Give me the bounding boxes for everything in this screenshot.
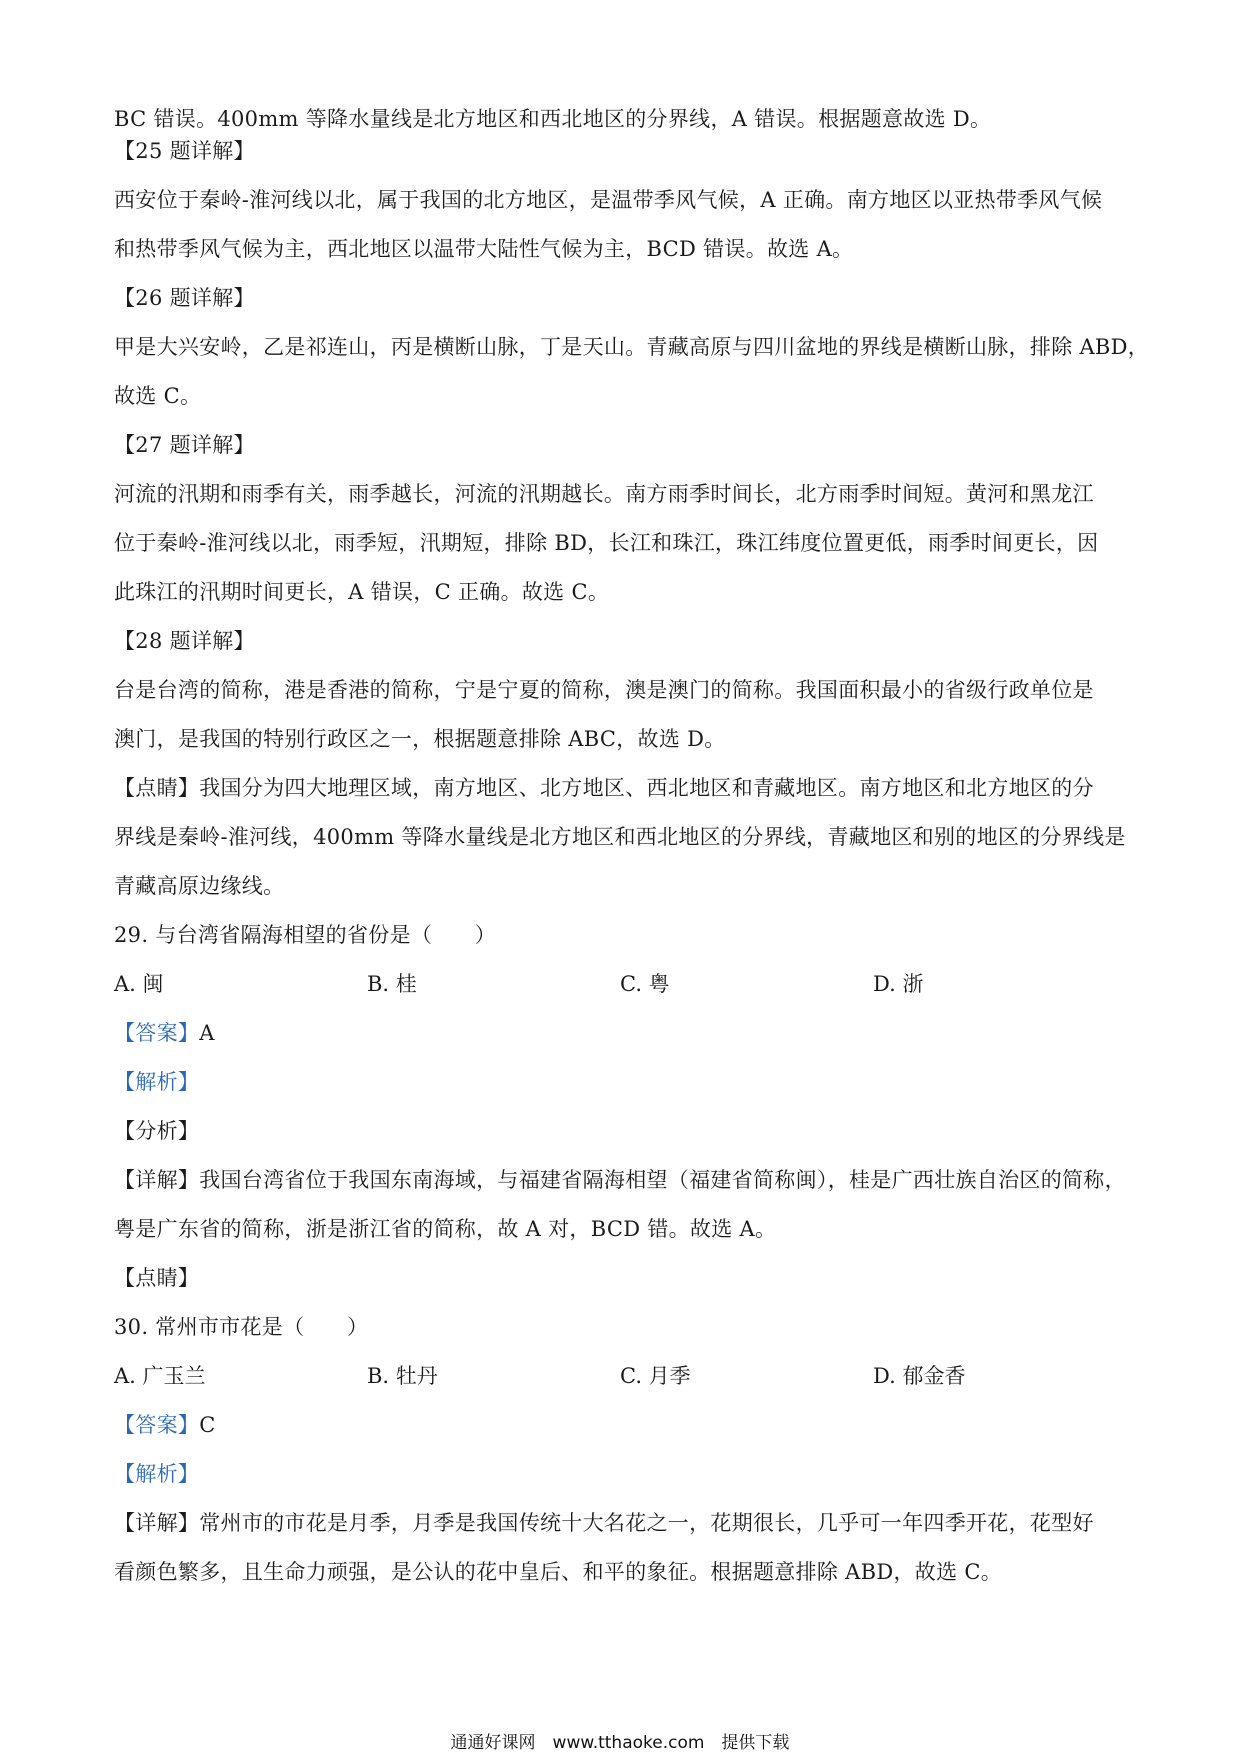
q30-detail: 看颜色繁多，且生命力顽强，是公认的花中皇后、和平的象征。根据题意排除 ABD，故选 C。	[114, 1560, 1003, 1584]
text-line: 和热带季风气候为主，西北地区以温带大陆性气候为主，BCD 错误。故选 A。	[114, 237, 854, 261]
q29-fenxi-label: 【分析】	[114, 1119, 200, 1143]
q29-option-d: D. 浙	[873, 972, 924, 996]
q29-option-c: C. 粤	[620, 972, 670, 996]
answer-label: 【答案】	[114, 1413, 200, 1437]
answer-value: A	[199, 1021, 215, 1045]
question-29: 29. 与台湾省隔海相望的省份是（ ）	[114, 923, 497, 947]
text-line: 青藏高原边缘线。	[114, 874, 285, 898]
text-line: 澳门，是我国的特别行政区之一，根据题意排除 ABC，故选 D。	[114, 727, 726, 751]
answer-label: 【答案】	[114, 1021, 200, 1045]
q29-option-b: B. 桂	[367, 972, 417, 996]
text-line: 位于秦岭-淮河线以北，雨季短，汛期短，排除 BD，长江和珠江，珠江纬度位置更低，雨季时间更长，因	[114, 531, 1099, 555]
q30-option-a: A. 广玉兰	[114, 1364, 206, 1388]
q29-detail: 粤是广东省的简称，浙是浙江省的简称，故 A 对，BCD 错。故选 A。	[114, 1217, 777, 1241]
q29-dianjing-label: 【点睛】	[114, 1266, 200, 1290]
text-line: 此珠江的汛期时间更长，A 错误，C 正确。故选 C。	[114, 580, 610, 604]
answer-value: C	[199, 1413, 216, 1437]
text-line: 西安位于秦岭-淮河线以北，属于我国的北方地区，是温带季风气候，A 正确。南方地区以亚热带季风气候	[114, 188, 1103, 212]
text-line: 河流的汛期和雨季有关，雨季越长，河流的汛期越长。南方雨季时间长，北方雨季时间短。黄河和黑龙江	[114, 482, 1094, 506]
text-line: 界线是秦岭-淮河线，400mm 等降水量线是北方地区和西北地区的分界线，青藏地区和别的地区的分界线是	[114, 825, 1126, 849]
footer-watermark: 通通好课网 www.tthaoke.com 提供下载	[450, 1733, 790, 1753]
text-line: 台是台湾的简称，港是香港的简称，宁是宁夏的简称，澳是澳门的简称。我国面积最小的省级行政单位是	[114, 678, 1094, 702]
section-heading-26: 【26 题详解】	[114, 286, 255, 310]
q30-option-b: B. 牡丹	[367, 1364, 438, 1388]
dianjing-paragraph: 【点睛】我国分为四大地理区域，南方地区、北方地区、西北地区和青藏地区。南方地区和北方地区的分	[114, 776, 1094, 800]
q29-analysis-label: 【解析】	[114, 1070, 200, 1094]
q30-detail: 【详解】常州市的市花是月季，月季是我国传统十大名花之一，花期很长，几乎可一年四季开花，花型好	[114, 1511, 1094, 1535]
q30-option-d: D. 郁金香	[873, 1364, 966, 1388]
q29-detail: 【详解】我国台湾省位于我国东南海域，与福建省隔海相望（福建省简称闽），桂是广西壮族自治区的简称，	[114, 1168, 1126, 1192]
text-line: BC 错误。400mm 等降水量线是北方地区和西北地区的分界线，A 错误。根据题意故选 D。	[114, 107, 992, 131]
section-heading-25: 【25 题详解】	[114, 139, 255, 163]
q29-option-a: A. 闽	[114, 972, 164, 996]
text-line: 甲是大兴安岭，乙是祁连山，丙是横断山脉，丁是天山。青藏高原与四川盆地的界线是横断山脉，排除 ABD，	[114, 335, 1150, 359]
q29-answer	[114, 1018, 1144, 1048]
text-line: 故选 C。	[114, 384, 202, 408]
section-heading-28: 【28 题详解】	[114, 629, 255, 653]
section-heading-27: 【27 题详解】	[114, 433, 255, 457]
q30-analysis-label: 【解析】	[114, 1462, 200, 1486]
q30-option-c: C. 月季	[620, 1364, 691, 1388]
question-30: 30. 常州市市花是（ ）	[114, 1315, 369, 1339]
q30-answer	[114, 1410, 1144, 1440]
